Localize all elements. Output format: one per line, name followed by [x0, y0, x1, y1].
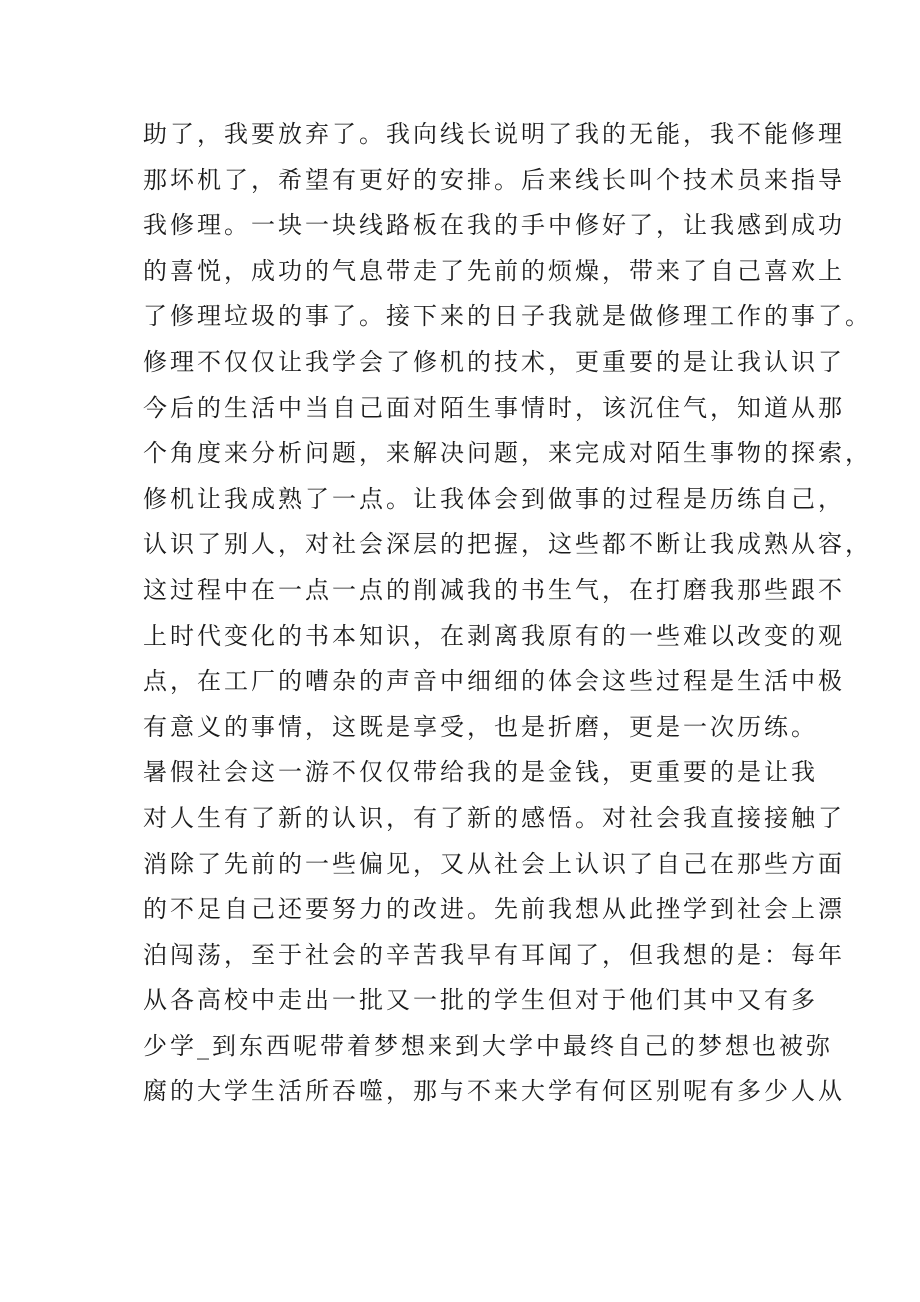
text-line: 泊闯荡，至于社会的辛苦我早有耳闻了，但我想的是：每年 [143, 940, 845, 969]
text-line: 修理不仅仅让我学会了修机的技术，更重要的是让我认识了 [143, 347, 845, 376]
text-line: 暑假社会这一游不仅仅带给我的是金钱，更重要的是让我 [143, 758, 818, 787]
text-line: 上时代变化的书本知识，在剥离我原有的一些难以改变的观 [143, 621, 845, 650]
text-line: 从各高校中走出一批又一批的学生但对于他们其中又有多 [143, 986, 818, 1015]
text-line: 点，在工厂的嘈杂的声音中细细的体会这些过程是生活中极 [143, 667, 845, 696]
text-line: 的不足自己还要努力的改进。先前我想从此挫学到社会上漂 [143, 895, 845, 924]
text-line: 这过程中在一点一点的削减我的书生气，在打磨我那些跟不 [143, 575, 845, 604]
text-line: 今后的生活中当自己面对陌生事情时，该沉住气，知道从那 [143, 393, 845, 422]
text-line: 认识了别人，对社会深层的把握，这些都不断让我成熟从容， [143, 530, 872, 559]
text-line: 助了，我要放弃了。我向线长说明了我的无能，我不能修理 [143, 120, 845, 148]
text-line: 的喜悦，成功的气息带走了先前的烦燥，带来了自己喜欢上 [143, 256, 845, 285]
text-line: 对人生有了新的认识，有了新的感悟。对社会我直接接触了 [143, 803, 845, 832]
text-line: 我修理。一块一块线路板在我的手中修好了，让我感到成功 [143, 211, 845, 240]
body-text [143, 112, 872, 1115]
text-line: 有意义的事情，这既是享受，也是折磨，更是一次历练。 [143, 712, 818, 741]
text-line: 那坏机了，希望有更好的安排。后来线长叫个技术员来指导 [143, 165, 845, 194]
text-line: 修机让我成熟了一点。让我体会到做事的过程是历练自己， [143, 484, 845, 513]
text-line: 了修理垃圾的事了。接下来的日子我就是做修理工作的事了。 [143, 302, 872, 331]
text-line: 腐的大学生活所吞噬，那与不来大学有何区别呢有多少人从 [143, 1077, 845, 1106]
text-line: 个角度来分析问题，来解决问题，来完成对陌生事物的探索， [143, 439, 872, 468]
text-line: 消除了先前的一些偏见，又从社会上认识了自己在那些方面 [143, 849, 845, 878]
text-line: 少学_到东西呢带着梦想来到大学中最终自己的梦想也被弥 [143, 1031, 833, 1060]
